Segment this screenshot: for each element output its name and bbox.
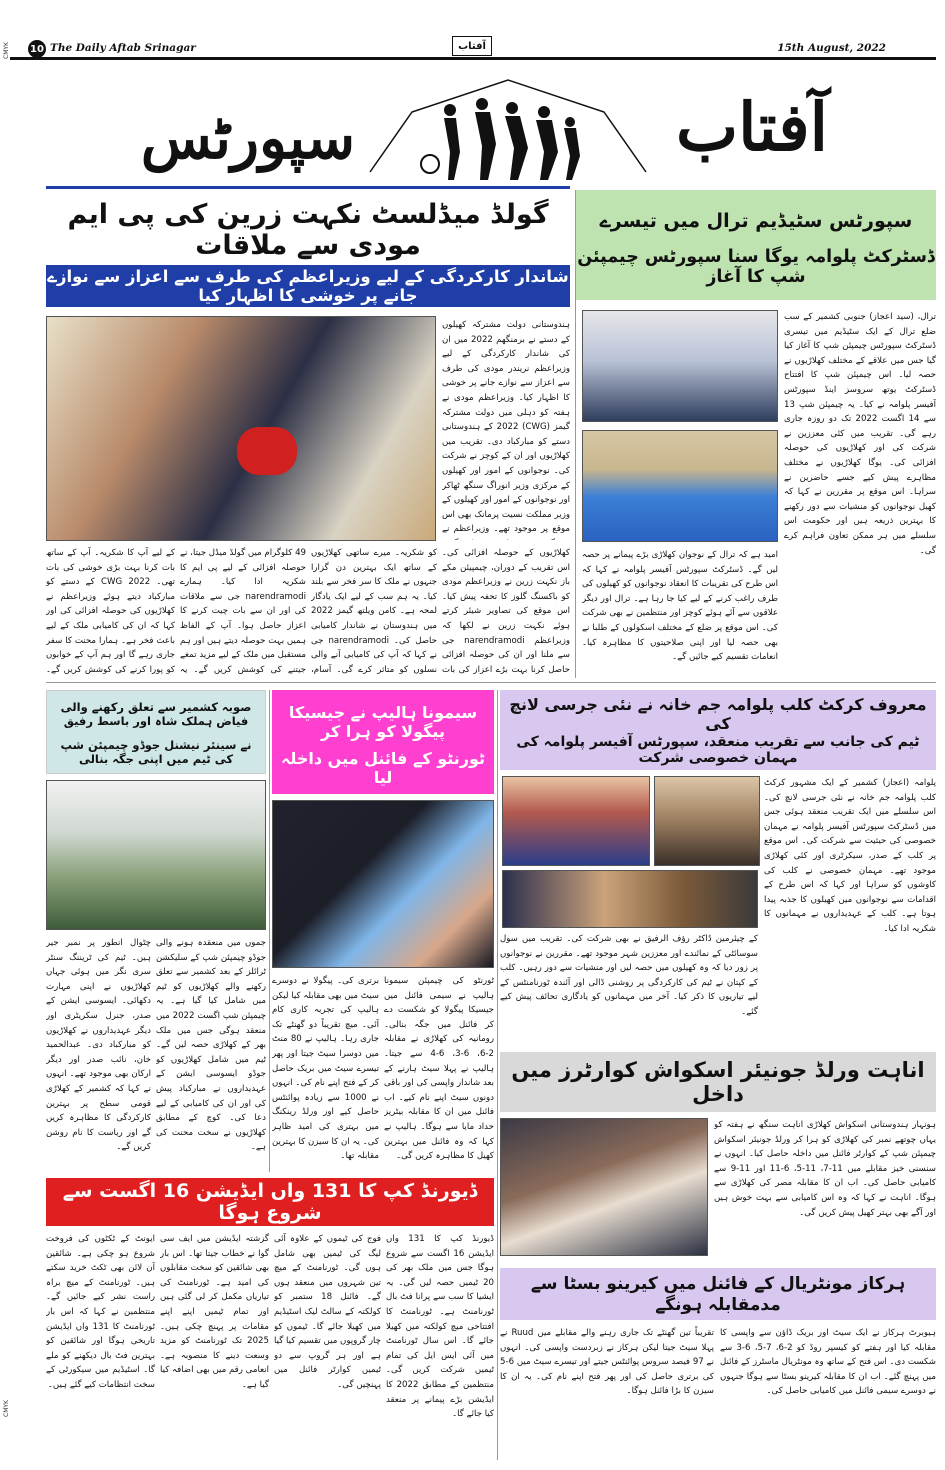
story4-headline-box xyxy=(272,690,494,794)
story5-col1: پلوامہ (اعجاز) کشمیر کے ایک مشہور کرکٹ کلب پلوامہ جم خانہ نے نئی جرسی لانچ کی۔ اس سلسلے میں ایک تقریب منعقد ہوئی جس میں ڈسٹرکٹ سپورٹس آفیسر پلوامہ نے مہمان خصوصی کی حیثیت سے شرکت کی۔ اس موقع پر کلب کے صدر، سیکرٹری اور کئی کھلاڑی موجود تھے۔ مہمان خصوصی نے کلب کی کاوشوں کو سراہا اور کہا کہ اس طرح کے اقدامات سے نوجوانوں میں کھیلوں کا جذبہ پیدا ہوتا ہے۔ کلب کے عہدیداروں نے مہمانوں کا شکریہ ادا کیا۔ xyxy=(764,778,936,934)
story5-headline-line1: معروف کرکٹ کلب پلوامہ جم خانہ نے نئی جرسی لانچ کی xyxy=(509,695,927,733)
story7-col3: گزشتہ ایڈیشن میں ایف سی گوا نے خطاب جیتا تھا۔ اس بار بھی شائقین کو سخت مقابلوں کی امید ہے۔ ٹورنامنٹ کی تیاریاں مکمل کر لی گئی ہیں اور تمام ٹیمیں اپنے اپنے مقامات پر پہنچ چکی ہیں۔ 2025 تک ٹورنامنٹ کو مزید وسعت دینے کا منصوبہ ہے۔ انعامی رقم میں بھی اضافہ کیا گیا ہے۔ xyxy=(160,1234,269,1390)
story5-photo-jersey-1 xyxy=(502,776,650,866)
story2-col1: ترال، (سید اعجاز) جنوبی کشمیر کے سب ضلع ترال کے ایک سٹیڈیم میں تیسری ڈسٹرکٹ سپورٹس چیمپئن شپ کا آغاز کیا گیا جس میں علاقے کے مختلف کھلاڑیوں نے حصہ لیا۔ اس چیمپئن شپ کا افتتاح ڈسٹرکٹ یوتھ سروسز اینڈ سپورٹس آفیسر پلوامہ نے کیا۔ یہ چیمپئن شپ 13 سے 14 اگست 2022 تک دو روزہ جاری رہے گی۔ تقریب میں کئی معززین نے شرکت کی اور کھلاڑیوں کی حوصلہ افزائی کی۔ یوگا کھلاڑیوں نے مختلف مظاہرے پیش کیے جسے حاضرین نے سراہا۔ اس موقع پر مقررین نے کہا کہ کھیل نوجوانوں کو منشیات سے دور رکھنے کا بہترین ذریعہ ہیں اور حکومت اس سلسلے میں ہر ممکن تعاون فراہم کرے گی۔ xyxy=(784,312,936,556)
story1-col3: کو شکریہ۔ میرے ساتھی کھلاڑیوں کے ساتھ ایک بہترین دن گزارا جنہوں نے ملک کا سر فخر سے بلند کیا۔ یہ ہم سب کے لیے ایک یادگار لمحہ ہے۔ کامن ویلتھ گیمز 2022 میں ہندوستان نے شاندار کامیابی حاصل کی۔ narendramodi جی نے کہا کہ آپ کی کامیابی آنے والی نسلوں کو متاثر کرے گی۔ آسام، xyxy=(311,548,437,675)
section-title-aftab: آفتاب xyxy=(675,88,829,166)
story4-headline-line2: ٹورنٹو کے فائنل میں داخلہ لیا xyxy=(280,749,486,787)
boxing-gloves-icon xyxy=(237,427,297,475)
section-title-sports: سپورٹس xyxy=(140,104,356,172)
story2-headline-box xyxy=(576,190,936,300)
story1-col1: ہندوستانی دولت مشترکہ کھیلوں کے دستے نے برمنگھم 2022 میں ان کی شاندار کارکردگی کے لیے وزیراعظم نریندر مودی کی طرف سے اعزاز سے نوازے جانے پر خوشی کا اظہار کیا۔ وزیراعظم مودی نے ہفتہ کو دہلی میں دولت مشترکہ گیمز (CWG) 2022 کے ہندوستانی دستے کو مبارکباد دی۔ تقریب میں کھلاڑیوں اور ان کے کوچز نے شرکت کی۔ نوجوانوں کے امور اور کھیلوں کے مرکزی وزیر انوراگ سنگھ ٹھاکر اور نوجوانوں کے امور اور کھیلوں کے وزیر مملکت نسیت پرمانک بھی اس موقع پر موجود تھے۔ وزیراعظم نے xyxy=(442,320,570,535)
story4-headline-line1: سیمونا ہالیپ نے جیسیکا پیگولا کو ہرا کر xyxy=(288,703,478,741)
story1-headline: گولڈ میڈلسٹ نکہت زرین کی پی ایم مودی سے ملاقات xyxy=(67,199,549,261)
horizontal-rule-mid xyxy=(46,682,936,683)
cmyk-mark-bottom: CMYK xyxy=(3,1400,10,1417)
story6-col1: ہونہار ہندوستانی اسکواش کھلاڑی اناہت سنگھ نے ہفتہ کو یہاں چوتھے نمبر کی کھلاڑی کو ہرا کر ورلڈ جونیئر اسکواش چیمپئن شپ کے کوارٹر فائنل میں داخلہ حاصل کیا۔ انہوں نے سنسنی خیز مقابلے میں 11-7، 11-5، 6-11 اور 11-9 سے کامیابی حاصل کی۔ اب ان کا مقابلہ مصر کی کھلاڑی سے ہوگا۔ اناہت نے کہا کہ وہ اس کامیابی سے بہت خوش ہیں اور آگے بھی بہتر کھیل پیش کریں گی۔ xyxy=(714,1120,936,1218)
story3-headline-box xyxy=(46,690,266,774)
story2-photo-ceremony xyxy=(582,310,778,422)
story7-col2: فوج کی ٹیموں کے علاوہ آئی لیگ کی ٹیمیں بھی شامل ہوں گی۔ ٹورنامنٹ کے میچ تین شہروں میں منعقد ہوں گے۔ فائنل 18 ستمبر کو کولکتہ کے سالٹ لیک اسٹیڈیم میں کھیلا جائے گا۔ ٹیموں کو چار گروپوں میں تقسیم کیا گیا ہے اور ہر گروپ سے دو ٹیمیں کوارٹر فائنل میں پہنچیں گی۔ xyxy=(274,1234,381,1390)
story3-col1: جموں میں منعقدہ ہونے والی جوڈو چیمپئن شپ کے سلیکشن ٹرائلز کے بعد کشمیر سے تعلق رکھنے والے کھلاڑیوں کو ٹیم میں شامل کیا گیا ہے۔ یہ چیمپئن شپ اگست 2022 میں منعقد ہوگی جس میں ملک بھر کے کھلاڑی حصہ لیں گے۔ ٹیم میں شامل کھلاڑیوں کو جوڈو ایسوسی ایشن کے عہدیداروں نے مبارکباد پیش کی اور ان کی کامیابی کے لیے دعا کی۔ کوچ کے مطابق کھلاڑیوں نے سخت محنت کی ہے۔ xyxy=(156,938,266,1153)
story2-photo-yoga-mat xyxy=(582,430,778,542)
story1-photo-modi-nikhat xyxy=(46,316,436,541)
blue-rule xyxy=(46,186,570,189)
page-number: 10 xyxy=(28,40,46,58)
column-rule-2 xyxy=(497,690,498,1460)
story8-headline: ہرکاز مونٹریال کے فائنل میں کیرینو بسٹا سے مدمقابلہ ہونگے xyxy=(500,1268,936,1320)
story3-headline-line2: نے سینئر نیشنل جوڈو چیمپئن شپ کی ٹیم میں اپنی جگہ بنالی xyxy=(60,738,252,766)
story1-col5: کے لیے آپ کا شکریہ۔ آپ کے ساتھ بات کرنا بہت بڑی خوشی کی بات تھی۔ CWG 2022 کے دستے کو مبارکباد دیتے ہوئے وزیراعظم نے کھلاڑیوں کی حوصلہ افزائی کی اور کہا کہ ان کی کامیابی ملک کے لیے باعث فخر ہے۔ ہمارا محنت کا سفر جاری رہے گا اور ہم آپ کے خوابوں کو پورا کرنے کی کوشش کریں گے۔ xyxy=(46,548,175,675)
story3-col2: چٹوال انطور پر نمبر جیر ہیں۔ ٹیم کی ٹریننگ سنٹر سری نگر میں ہوئی جہاں کھلاڑیوں نے اپنی مہارت دکھائی۔ ایسوسی ایشن کے صدر، جنرل سکریٹری اور دیگر عہدیداروں نے کھلاڑیوں کو مبارکباد دی۔ عبدالحمید خان، نائب صدر اور دیگر ارکان بھی موجود تھے۔ انہوں نے کہا کہ کشمیر کے کھلاڑی قومی سطح پر بہترین کارکردگی کا مظاہرہ کریں گے اور ریاست کا نام روشن کریں گے۔ xyxy=(46,938,151,1153)
cmyk-mark-top: CMYK xyxy=(3,42,10,59)
masthead-logo: آفتاب xyxy=(452,36,492,56)
story2-rule xyxy=(575,190,576,678)
column-rule-1 xyxy=(269,690,270,1172)
story2-headline-line1: سپورٹس سٹیڈیم ترال میں تیسرے xyxy=(599,210,913,232)
section-banner xyxy=(40,62,920,184)
top-header-bar xyxy=(10,38,936,60)
story4-col2: برتری کی۔ پیگولا نے دوسرے سیٹ میں بھی مقابلہ کیا لیکن ہالیپ کی تجربہ کاری کام آئی۔ میچ تقریباً دو گھنٹے تک جاری رہا۔ ہالیپ نے 80 منٹ میں دوسرا سیٹ جیتا اور پھر تیسرے سیٹ میں بریک حاصل کر کے فتح اپنے نام کی۔ انہوں نے 1000 سے زیادہ پوائنٹس حاصل کیے اور ورلڈ رینکنگ میں بہتری کی امید ظاہر کی۔ یہ ان کا سیزن کا بہترین مقابلہ تھا۔ xyxy=(272,976,379,1162)
story1-col2: کھلاڑیوں کے حوصلہ افزائی کی۔ اس تقریب کے دوران، چیمپیئن مکے باز نکہت زرین نے وزیراعظم مودی کو باکسنگ گلوز کا تحفہ پیش کیا۔ اس موقع کی تصاویر شیئر کرتے ہوئے نکہت زرین نے لکھا کہ وزیراعظم narendramodi جی سے ملنا اور ان کی حوصلہ افزائی حاصل کرنا بہت بڑے اعزاز کی بات xyxy=(442,548,570,675)
story3-photo-judo-team xyxy=(46,780,266,930)
story5-col2: کے چیئرمین ڈاکٹر رؤف الرفیق نے بھی شرکت کی۔ تقریب میں سول سوسائٹی کے نمائندے اور معززین شہر موجود تھے۔ مقررین نے نوجوانوں پر زور دیا کہ وہ کھیلوں میں حصہ لیں اور منشیات سے دور رہیں۔ کلب کے کپتان نے ٹیم کی کارکردگی پر روشنی ڈالی اور آئندہ ٹورنامنٹس کے لیے تیاریوں کا ذکر کیا۔ آخر میں مہمانوں کو یادگاری تحائف پیش کیے گئے۔ xyxy=(500,934,758,1017)
story4-col1: ٹورنٹو کی چیمپئن سیمونا ہالیپ نے سیمی فائنل میں جیسیکا پیگولا کو شکست دے کر فائنل میں جگہ بنالی۔ رومانیہ کی کھلاڑی نے مقابلہ 2-6، 6-3، 6-4 سے جیتا۔ ہالیپ نے پہلا سیٹ ہارنے کے بعد شاندار واپسی کی اور باقی دونوں سیٹ اپنے نام کیے۔ اب فائنل میں ان کا مقابلہ بیٹریز حداد مایا سے ہوگا۔ ہالیپ نے کہا کہ وہ فائنل میں بہترین کھیل کا مظاہرہ کریں گی۔ xyxy=(384,976,494,1162)
story5-headline-line2: ٹیم کی جانب سے تقریب منعقد، سپورٹس آفیسر پلوامہ کی مہمان خصوصی شرکت xyxy=(516,734,920,766)
story5-headline-box xyxy=(500,690,936,770)
story7-col4: ایونٹ کے ٹکٹوں کی فروخت شروع ہو چکی ہے۔ شائقین آن لائن بھی ٹکٹ خرید سکتے ہیں۔ ٹورنامنٹ کے میچ براہ راست نشر کیے جائیں گے۔ منتظمین نے کہا کہ اس بار ٹورنامنٹ کا 131 واں ایڈیشن تاریخی ہوگا اور شائقین کو بہترین فٹ بال دیکھنے کو ملے گا۔ اسٹیڈیم میں سیکورٹی کے سخت انتظامات کیے گئے ہیں۔ xyxy=(46,1234,155,1390)
athletes-silhouette-icon xyxy=(420,92,590,182)
story1-col4: 49 کلوگرام میں گولڈ میڈل جیتا، نے حوصلہ افزائی کے لیے پی ایم کا شکریہ ادا کیا۔ ہمارے narendramodi جی سے ملاقات کی اور ان سے بات چیت کرنے کا اعزاز حاصل ہوا۔ آپ کے الفاظ ہمیں بہت حوصلہ دیتے ہیں اور ہم مستقبل میں ملک کے لیے مزید تمغے جیتنے کی کوشش کریں گے۔ یہ xyxy=(180,548,306,675)
story6-headline: اناہت ورلڈ جونیئر اسکواش کوارٹرز میں داخل xyxy=(500,1052,936,1112)
story3-headline-line1: صوبہ کشمیر سے تعلق رکھنے والی فیاض ہملک شاہ اور باسط رفیق xyxy=(60,700,252,728)
story4-photo-halep xyxy=(272,800,494,968)
story8-col1: ہیوبرٹ ہرکاز نے ایک سیٹ اور بریک ڈاؤن سے واپسی کا مقابلہ کیا اور ہفتے کو کیسپر روڈ کو 2-6، 7-5، 6-3 سے شکست دی۔ اس فتح کے ساتھ وہ مونٹریال ماسٹرز کے فائنل میں پہنچ گئے۔ اب ان کا مقابلہ کیرینو بسٹا سے ہوگا جنہوں نے دوسرے سیمی فائنل میں کامیابی حاصل کی۔ xyxy=(720,1328,936,1397)
story5-photo-jersey-3 xyxy=(502,870,758,928)
issue-date: 15th August, 2022 xyxy=(777,42,886,54)
story1-subheadline: شاندار کارکردگی کے لیے وزیراعظم کی طرف سے اعزاز سے نوازے جانے پر خوشی کا اظہار کیا xyxy=(47,267,569,305)
story7-col1: ڈیورنڈ کپ کا 131 واں ایڈیشن 16 اگست سے شروع ہوگا جس میں ملک بھر کی 20 ٹیمیں حصہ لیں گی۔ یہ ایشیا کا سب سے پرانا فٹ بال ٹورنامنٹ ہے۔ ٹورنامنٹ کا افتتاحی میچ کولکتہ میں کھیلا جائے گا۔ اس سال ٹورنامنٹ میں آئی ایس ایل کی تمام ٹیمیں شرکت کریں گی۔ منتظمین کے مطابق 2022 کا ایڈیشن بڑے پیمانے پر منعقد کیا جائے گا۔ xyxy=(386,1234,494,1420)
paper-name: The Daily Aftab Srinagar xyxy=(50,42,196,54)
story7-headline: ڈیورنڈ کپ کا 131 واں ایڈیشن 16 اگست سے شروع ہوگا xyxy=(46,1178,494,1226)
story2-col2: امید ہے کہ ترال کے نوجوان کھلاڑی بڑے پیمانے پر حصہ لیں گے۔ ڈسٹرکٹ سپورٹس آفیسر پلوامہ نے کہا کہ اس طرح کی تقریبات کا انعقاد نوجوانوں کو کھیلوں کی طرف راغب کرنے کے لیے کیا جا رہا ہے۔ ترال اور دیگر علاقوں سے آئے ہوئے کوچز اور منتظمین نے بھی شرکت کی۔ اس موقع پر ضلع کے مختلف اسکولوں کے طلبا نے بھی حصہ لیا اور اپنی صلاحیتوں کا مظاہرہ کیا۔ انعامات تقسیم کیے جائیں گے۔ xyxy=(582,550,778,663)
story6-photo-anahat xyxy=(500,1118,708,1256)
story2-headline-line2: ڈسٹرکٹ پلوامہ یوگا سنا سپورٹس چیمپئن شپ کا آغاز xyxy=(577,247,935,287)
story8-col2: تقریباً تین گھنٹے تک جاری رہنے والے مقابلے میں Ruud نے پہلا سیٹ جیتا لیکن ہرکاز نے زبردست واپسی کی۔ انہوں نے 97 فیصد سروس پوائنٹس جیتے اور تیسرے سیٹ میں 6-5 کی برتری حاصل کی اور پھر فتح اپنے نام کی۔ یہ ان کا سیزن کا بڑا فائنل ہوگا۔ xyxy=(500,1328,714,1397)
story5-photo-jersey-2 xyxy=(654,776,760,866)
